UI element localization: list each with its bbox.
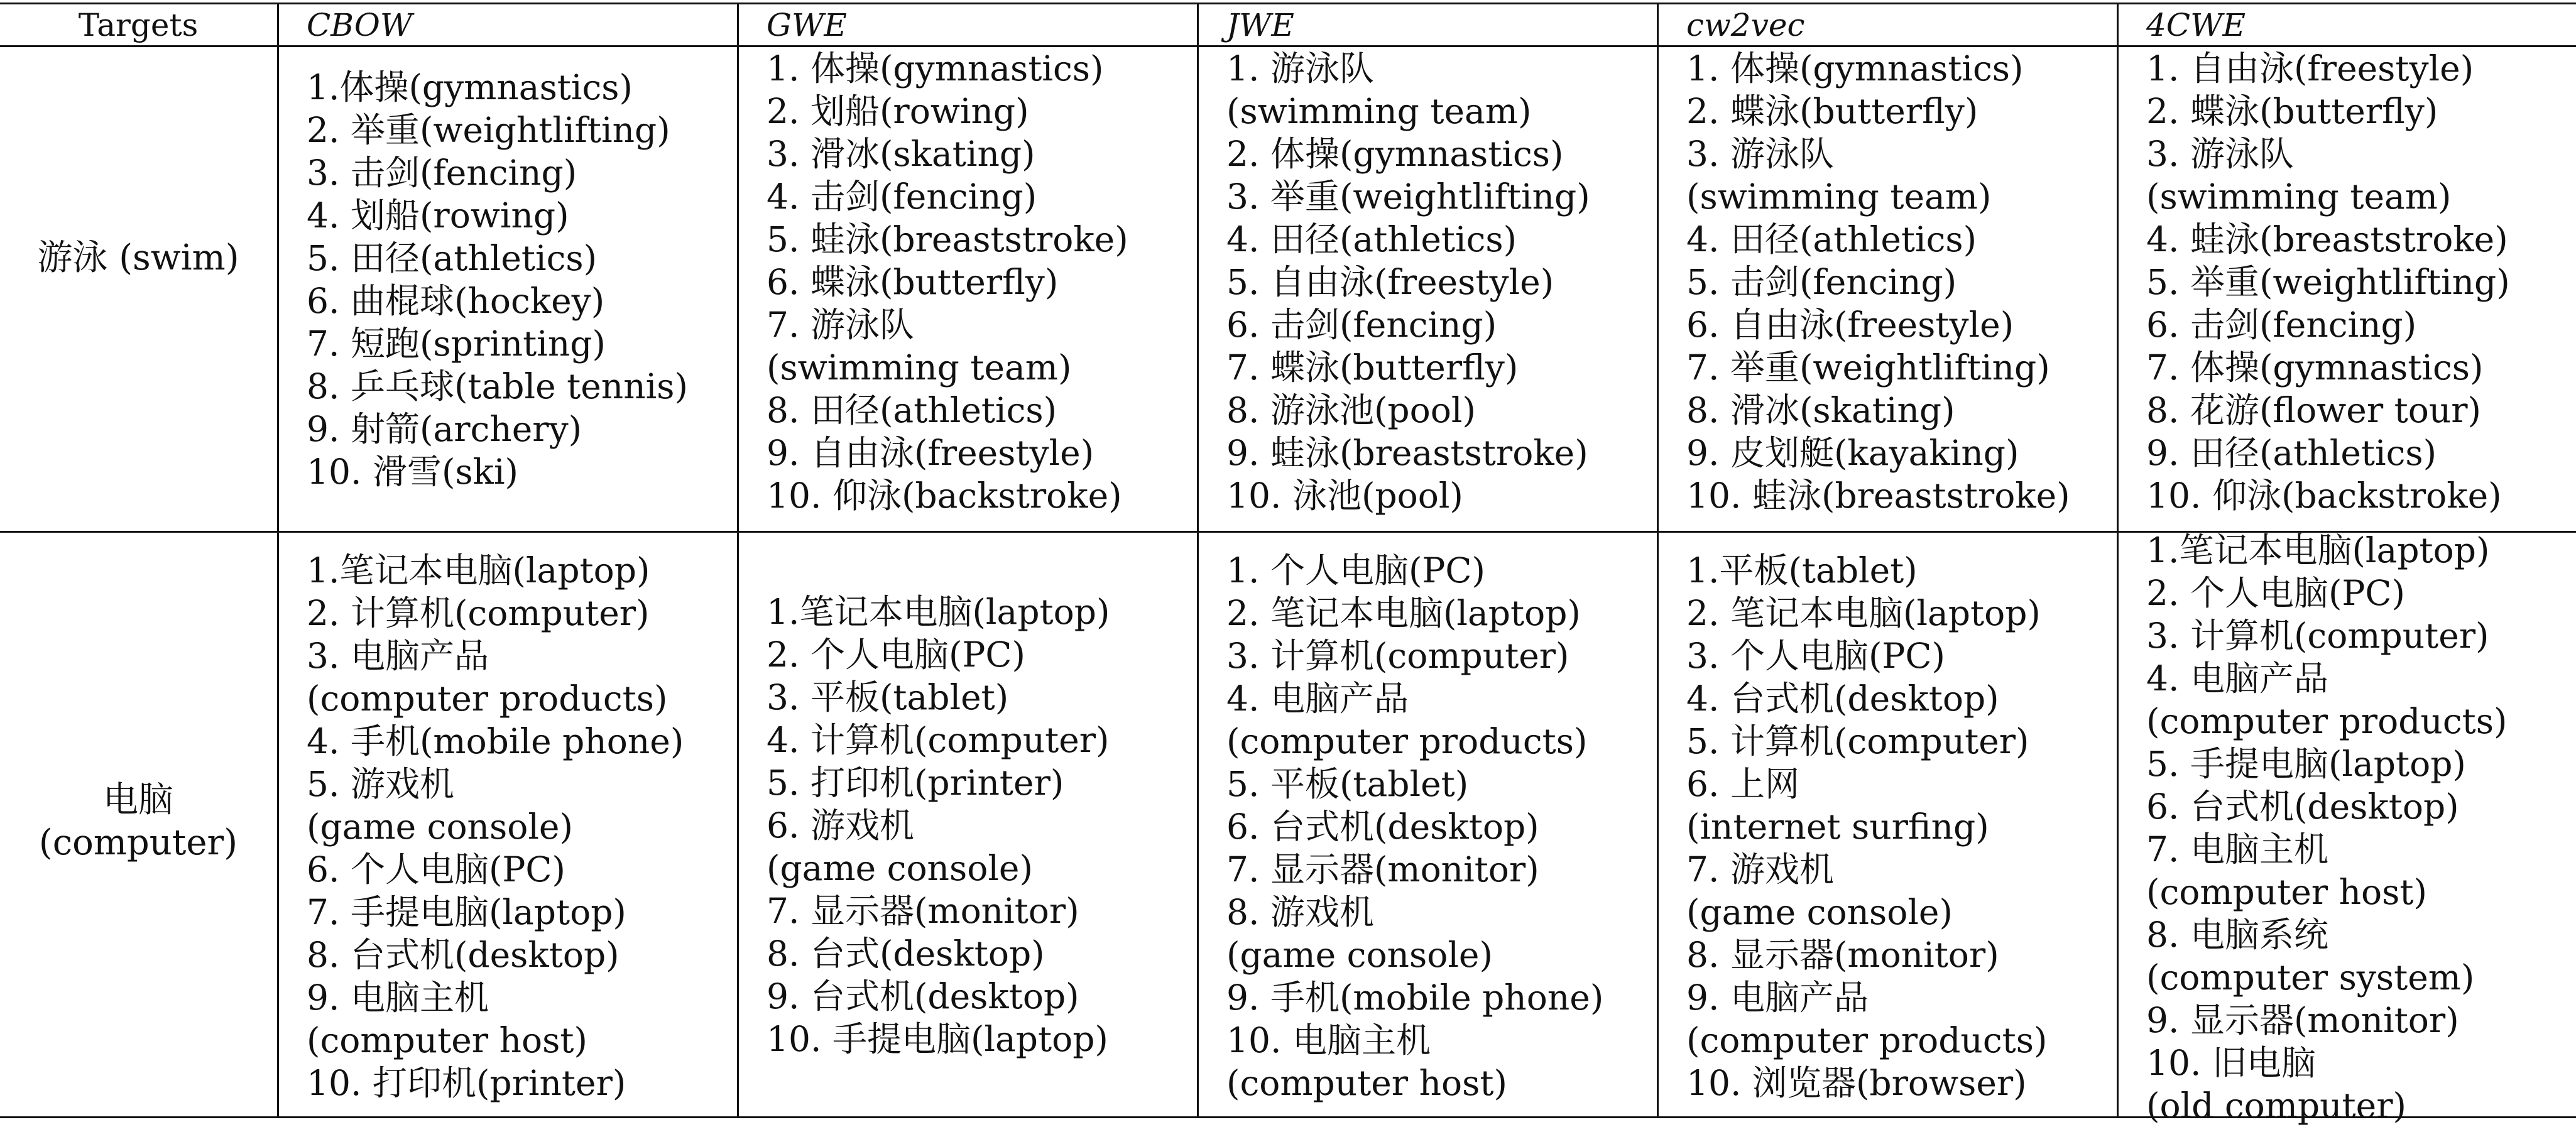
list-item bbox=[1226, 1019, 1603, 1104]
item-text: 5. 蛙泳(breaststroke) bbox=[767, 219, 1128, 259]
list-item bbox=[1686, 47, 2070, 90]
top-rule bbox=[0, 3, 2576, 4]
item-text: 8. 游泳池(pool) bbox=[1226, 390, 1476, 430]
list-item bbox=[2146, 303, 2510, 346]
list-item bbox=[767, 932, 1110, 975]
list-item bbox=[307, 592, 684, 634]
list-item bbox=[307, 720, 684, 763]
list-item bbox=[2146, 218, 2510, 261]
item-text: 10. 手提电脑(laptop) bbox=[767, 1019, 1108, 1059]
item-text: 4. 台式机(desktop) bbox=[1686, 678, 1999, 719]
item-text: 6. 游戏机 bbox=[767, 805, 914, 846]
item-text: 3. 平板(tablet) bbox=[767, 677, 1009, 717]
list-item bbox=[767, 218, 1128, 261]
list-item bbox=[767, 719, 1110, 761]
item-text: 3. 个人电脑(PC) bbox=[1686, 636, 1945, 676]
list-item bbox=[2146, 389, 2510, 432]
list-item bbox=[1686, 90, 2070, 133]
header-targets: Targets bbox=[78, 7, 199, 43]
item-text: 7. 体操(gymnastics) bbox=[2146, 347, 2484, 388]
item-text-continued: (computer products) bbox=[1686, 1020, 2048, 1060]
item-text: 3. 击剑(fencing) bbox=[307, 153, 577, 193]
list-item bbox=[767, 975, 1110, 1018]
list-item bbox=[1686, 634, 2047, 677]
item-text: 7. 手提电脑(laptop) bbox=[307, 892, 626, 932]
item-text: 4. 划船(rowing) bbox=[307, 195, 569, 236]
item-text: 2. 笔记本电脑(laptop) bbox=[1226, 593, 1581, 633]
item-text: 5. 田径(athletics) bbox=[307, 238, 598, 278]
item-text: 1.笔记本电脑(laptop) bbox=[767, 592, 1110, 632]
item-text: 6. 击剑(fencing) bbox=[1226, 305, 1497, 345]
item-text: 8. 游戏机 bbox=[1226, 892, 1374, 932]
item-text: 2. 划船(rowing) bbox=[767, 91, 1029, 131]
item-text: 1. 个人电脑(PC) bbox=[1226, 550, 1485, 591]
item-text: 5. 手提电脑(laptop) bbox=[2146, 744, 2466, 784]
list-item bbox=[767, 890, 1110, 932]
list-item bbox=[2146, 474, 2510, 517]
cell-swim-jwe bbox=[1226, 47, 1590, 517]
item-text: 3. 计算机(computer) bbox=[1226, 636, 1569, 676]
list-item bbox=[307, 408, 688, 450]
item-text: 2. 个人电脑(PC) bbox=[767, 634, 1025, 675]
item-text: 4. 击剑(fencing) bbox=[767, 177, 1037, 217]
list-item bbox=[1686, 976, 2047, 1062]
item-text: 6. 个人电脑(PC) bbox=[307, 849, 565, 890]
item-text: 8. 滑冰(skating) bbox=[1686, 390, 1955, 430]
target-chinese: 电脑 bbox=[103, 780, 173, 820]
header-method-cw2vec: cw2vec bbox=[1686, 7, 1805, 43]
item-text-continued: (swimming team) bbox=[1686, 177, 1992, 217]
list-item bbox=[1226, 634, 1603, 677]
item-text: 2. 笔记本电脑(laptop) bbox=[1686, 593, 2041, 633]
item-text: 9. 手机(mobile phone) bbox=[1226, 977, 1604, 1018]
list-item bbox=[1686, 261, 2070, 303]
item-text: 8. 电脑系统 bbox=[2146, 915, 2328, 955]
list-item bbox=[307, 66, 688, 109]
list-item bbox=[1686, 934, 2047, 976]
list-item bbox=[307, 891, 684, 934]
list-item bbox=[1226, 303, 1590, 346]
item-text: 6. 曲棍球(hockey) bbox=[307, 281, 605, 321]
item-text-continued: (computer system) bbox=[2146, 957, 2475, 998]
list-item bbox=[1226, 261, 1590, 303]
list-item bbox=[767, 432, 1128, 474]
cell-swim-cw2vec bbox=[1686, 47, 2070, 517]
item-text: 2. 计算机(computer) bbox=[307, 593, 650, 633]
item-text: 10. 仰泳(backstroke) bbox=[2146, 476, 2502, 516]
list-item bbox=[1226, 218, 1590, 261]
item-text: 9. 蛙泳(breaststroke) bbox=[1226, 433, 1588, 473]
column-divider bbox=[277, 3, 279, 1118]
item-text: 9. 射箭(archery) bbox=[307, 409, 582, 449]
item-text: 7. 游戏机 bbox=[1686, 849, 1834, 890]
item-text: 1.体操(gymnastics) bbox=[307, 67, 633, 107]
item-text: 5. 打印机(printer) bbox=[767, 763, 1064, 803]
list-item bbox=[1226, 389, 1590, 432]
list-item bbox=[1226, 763, 1603, 805]
list-item bbox=[2146, 785, 2507, 828]
item-text-continued: (computer host) bbox=[307, 1020, 587, 1060]
item-text: 9. 电脑产品 bbox=[1686, 977, 1869, 1018]
item-text: 5. 平板(tablet) bbox=[1226, 764, 1469, 804]
item-text-continued: (game console) bbox=[1686, 892, 1953, 932]
cell-swim-cbow bbox=[307, 66, 688, 493]
list-item bbox=[767, 761, 1110, 804]
list-item bbox=[1686, 549, 2047, 592]
item-text: 5. 举重(weightlifting) bbox=[2146, 262, 2510, 302]
item-text: 3. 游泳队 bbox=[2146, 134, 2294, 174]
list-item bbox=[767, 90, 1128, 133]
item-text: 1.平板(tablet) bbox=[1686, 550, 1918, 591]
cell-computer-jwe bbox=[1226, 549, 1603, 1104]
item-text: 2. 蝶泳(butterfly) bbox=[2146, 91, 2438, 131]
list-item bbox=[307, 976, 684, 1062]
list-item bbox=[1686, 389, 2070, 432]
item-text: 1. 体操(gymnastics) bbox=[767, 48, 1104, 89]
cell-swim-4cwe bbox=[2146, 47, 2510, 517]
item-text-continued: (computer host) bbox=[2146, 872, 2427, 912]
list-item bbox=[1226, 346, 1590, 389]
list-item bbox=[2146, 47, 2510, 90]
item-text: 6. 击剑(fencing) bbox=[2146, 305, 2417, 345]
column-divider bbox=[737, 3, 739, 1118]
item-text: 9. 电脑主机 bbox=[307, 977, 489, 1018]
list-item bbox=[307, 634, 684, 720]
item-text-continued: (swimming team) bbox=[1226, 91, 1532, 131]
cell-swim-gwe bbox=[767, 47, 1128, 517]
item-text: 7. 蝶泳(butterfly) bbox=[1226, 347, 1519, 388]
item-text: 9. 田径(athletics) bbox=[2146, 433, 2437, 473]
item-text: 5. 游戏机 bbox=[307, 764, 454, 804]
cell-computer-4cwe bbox=[2146, 529, 2507, 1127]
item-text: 6. 台式机(desktop) bbox=[2146, 787, 2459, 827]
item-text: 2. 体操(gymnastics) bbox=[1226, 134, 1564, 174]
target-english: (swim) bbox=[119, 237, 239, 278]
item-text: 10. 滑雪(ski) bbox=[307, 452, 519, 492]
item-text: 7. 显示器(monitor) bbox=[767, 891, 1079, 931]
item-text: 8. 台式机(desktop) bbox=[307, 935, 619, 975]
list-item bbox=[767, 804, 1110, 890]
item-text-continued: (game console) bbox=[307, 807, 573, 847]
item-text: 10. 旧电脑 bbox=[2146, 1043, 2316, 1083]
item-text: 9. 皮划艇(kayaking) bbox=[1686, 433, 2019, 473]
item-text: 10. 蛙泳(breaststroke) bbox=[1686, 476, 2070, 516]
cell-computer-cw2vec bbox=[1686, 549, 2047, 1104]
item-text: 8. 显示器(monitor) bbox=[1686, 935, 1999, 975]
list-item bbox=[1686, 474, 2070, 517]
item-text: 10. 泳池(pool) bbox=[1226, 476, 1463, 516]
list-item bbox=[307, 322, 688, 365]
list-item bbox=[307, 194, 688, 237]
item-text: 8. 乒乓球(table tennis) bbox=[307, 366, 688, 406]
item-text: 7. 电脑主机 bbox=[2146, 829, 2328, 869]
list-item bbox=[2146, 133, 2510, 218]
list-item bbox=[2146, 572, 2507, 614]
list-item bbox=[1686, 720, 2047, 763]
item-text-continued: (old computer) bbox=[2146, 1086, 2406, 1126]
item-text: 5. 自由泳(freestyle) bbox=[1226, 262, 1554, 302]
list-item bbox=[1686, 763, 2047, 848]
list-item bbox=[1226, 848, 1603, 891]
list-item bbox=[2146, 529, 2507, 572]
list-item bbox=[1686, 133, 2070, 218]
list-item bbox=[1226, 474, 1590, 517]
target-swim bbox=[0, 237, 276, 280]
item-text: 9. 台式机(desktop) bbox=[767, 976, 1079, 1016]
item-text-continued: (computer products) bbox=[2146, 701, 2508, 741]
item-text: 6. 自由泳(freestyle) bbox=[1686, 305, 2014, 345]
list-item bbox=[767, 133, 1128, 175]
item-text: 4. 电脑产品 bbox=[2146, 658, 2328, 699]
item-text-continued: (game console) bbox=[767, 848, 1033, 888]
header-method-jwe: JWE bbox=[1226, 7, 1294, 43]
item-text: 8. 台式(desktop) bbox=[767, 934, 1045, 974]
item-text: 6. 上网 bbox=[1686, 764, 1799, 804]
item-text: 1. 自由泳(freestyle) bbox=[2146, 48, 2474, 89]
list-item bbox=[2146, 346, 2510, 389]
list-item bbox=[2146, 657, 2507, 743]
list-item bbox=[2146, 1042, 2507, 1127]
list-item bbox=[1226, 549, 1603, 592]
list-item bbox=[2146, 90, 2510, 133]
item-text: 7. 游泳队 bbox=[767, 305, 914, 345]
item-text-continued: (computer host) bbox=[1226, 1063, 1507, 1103]
item-text: 1.笔记本电脑(laptop) bbox=[307, 550, 650, 591]
item-text: 7. 举重(weightlifting) bbox=[1686, 347, 2050, 388]
item-text-continued: (internet surfing) bbox=[1686, 807, 1989, 847]
item-text: 3. 计算机(computer) bbox=[2146, 616, 2489, 656]
list-item bbox=[767, 47, 1128, 90]
list-item bbox=[1226, 805, 1603, 848]
item-text: 7. 显示器(monitor) bbox=[1226, 849, 1539, 890]
list-item bbox=[1226, 592, 1603, 634]
item-text-continued: (swimming team) bbox=[2146, 177, 2452, 217]
item-text: 4. 田径(athletics) bbox=[1686, 219, 1977, 259]
list-item bbox=[1686, 432, 2070, 474]
list-item bbox=[767, 175, 1128, 218]
item-text: 1.笔记本电脑(laptop) bbox=[2146, 530, 2490, 570]
list-item bbox=[1686, 677, 2047, 720]
column-divider bbox=[1657, 3, 1659, 1118]
target-computer bbox=[0, 779, 276, 864]
list-item bbox=[1226, 133, 1590, 175]
item-text: 2. 个人电脑(PC) bbox=[2146, 573, 2405, 613]
list-item bbox=[767, 389, 1128, 432]
item-text: 3. 游泳队 bbox=[1686, 134, 1834, 174]
item-text: 4. 手机(mobile phone) bbox=[307, 721, 684, 761]
item-text: 8. 田径(athletics) bbox=[767, 390, 1057, 430]
item-text: 2. 蝶泳(butterfly) bbox=[1686, 91, 1978, 131]
item-text: 5. 计算机(computer) bbox=[1686, 721, 2029, 761]
list-item bbox=[1686, 218, 2070, 261]
list-item bbox=[1686, 346, 2070, 389]
list-item bbox=[307, 848, 684, 891]
list-item bbox=[767, 1018, 1110, 1060]
list-item bbox=[307, 1062, 684, 1104]
column-divider bbox=[1197, 3, 1199, 1118]
list-item bbox=[767, 261, 1128, 303]
list-item bbox=[767, 633, 1110, 676]
item-text-continued: (computer products) bbox=[1226, 721, 1588, 761]
item-text: 10. 电脑主机 bbox=[1226, 1020, 1431, 1060]
list-item bbox=[767, 474, 1128, 517]
item-text: 4. 计算机(computer) bbox=[767, 720, 1110, 760]
list-item bbox=[1686, 303, 2070, 346]
item-text-continued: (computer products) bbox=[307, 678, 668, 719]
list-item bbox=[307, 549, 684, 592]
header-method-gwe: GWE bbox=[767, 7, 847, 43]
item-text: 10. 打印机(printer) bbox=[307, 1063, 626, 1103]
list-item bbox=[1226, 47, 1590, 133]
item-text: 9. 自由泳(freestyle) bbox=[767, 433, 1094, 473]
item-text: 1. 体操(gymnastics) bbox=[1686, 48, 2024, 89]
item-text-continued: (swimming team) bbox=[767, 347, 1072, 388]
list-item bbox=[2146, 614, 2507, 657]
list-item bbox=[1226, 976, 1603, 1019]
item-text: 9. 显示器(monitor) bbox=[2146, 1000, 2459, 1040]
list-item bbox=[1226, 175, 1590, 218]
item-text: 8. 花游(flower tour) bbox=[2146, 390, 2482, 430]
item-text: 4. 田径(athletics) bbox=[1226, 219, 1517, 259]
list-item bbox=[1226, 891, 1603, 976]
list-item bbox=[307, 151, 688, 194]
list-item bbox=[307, 934, 684, 976]
list-item bbox=[2146, 261, 2510, 303]
list-item bbox=[767, 303, 1128, 389]
cell-computer-cbow bbox=[307, 549, 684, 1104]
item-text: 1. 游泳队 bbox=[1226, 48, 1374, 89]
list-item bbox=[2146, 432, 2510, 474]
item-text: 10. 仰泳(backstroke) bbox=[767, 476, 1122, 516]
target-english: (computer) bbox=[38, 822, 238, 863]
list-item bbox=[1226, 677, 1603, 763]
list-item bbox=[307, 280, 688, 322]
cell-computer-gwe bbox=[767, 591, 1110, 1060]
list-item bbox=[2146, 828, 2507, 913]
header-method-4cwe: 4CWE bbox=[2146, 7, 2246, 43]
list-item bbox=[2146, 999, 2507, 1042]
item-text: 6. 蝶泳(butterfly) bbox=[767, 262, 1059, 302]
item-text-continued: (game console) bbox=[1226, 935, 1493, 975]
list-item bbox=[307, 763, 684, 848]
item-text: 7. 短跑(sprinting) bbox=[307, 324, 606, 364]
list-item bbox=[767, 676, 1110, 719]
item-text: 4. 蛙泳(breaststroke) bbox=[2146, 219, 2508, 259]
list-item bbox=[1686, 1062, 2047, 1104]
list-item bbox=[307, 450, 688, 493]
item-text: 3. 电脑产品 bbox=[307, 636, 489, 676]
target-chinese: 游泳 bbox=[37, 237, 108, 278]
list-item bbox=[1686, 592, 2047, 634]
list-item bbox=[1226, 432, 1590, 474]
item-text: 3. 举重(weightlifting) bbox=[1226, 177, 1590, 217]
list-item bbox=[307, 237, 688, 280]
list-item bbox=[307, 365, 688, 408]
list-item bbox=[2146, 743, 2507, 785]
item-text: 5. 击剑(fencing) bbox=[1686, 262, 1957, 302]
list-item bbox=[307, 109, 688, 151]
header-method-cbow: CBOW bbox=[307, 7, 413, 43]
list-item bbox=[2146, 913, 2507, 999]
item-text: 6. 台式机(desktop) bbox=[1226, 807, 1539, 847]
item-text: 10. 浏览器(browser) bbox=[1686, 1063, 2027, 1103]
item-text: 4. 电脑产品 bbox=[1226, 678, 1409, 719]
list-item bbox=[1686, 848, 2047, 934]
item-text: 3. 滑冰(skating) bbox=[767, 134, 1035, 174]
column-divider bbox=[2117, 3, 2119, 1118]
item-text: 2. 举重(weightlifting) bbox=[307, 110, 670, 150]
list-item bbox=[767, 591, 1110, 633]
